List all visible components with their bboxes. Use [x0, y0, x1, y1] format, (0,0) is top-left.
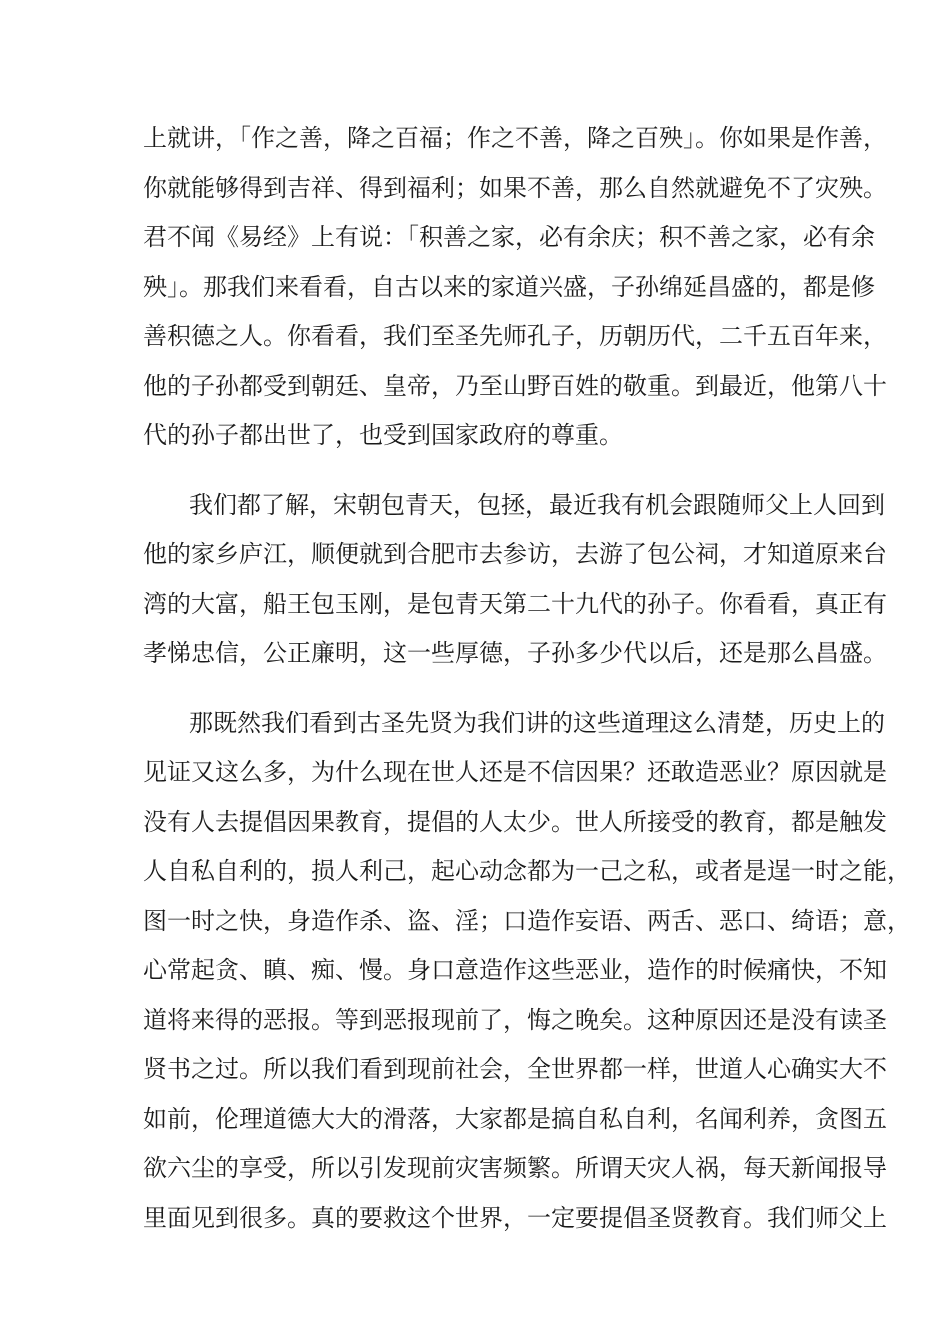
- paragraph-1: [143, 118, 887, 465]
- text-line: 欲六尘的享受，所以引发现前灾害频繁。所谓天灾人祸，每天新闻报导: [143, 1154, 887, 1182]
- text-line: 人自私自利的，损人利己，起心动念都为一己之私，或者是逞一时之能，: [143, 857, 911, 885]
- text-line: 心常起贪、瞋、痴、慢。身口意造作这些恶业，造作的时候痛快，不知: [143, 956, 887, 984]
- body-text: [143, 118, 911, 1247]
- text-line: 上就讲，「作之善，降之百福；作之不善，降之百殃」。你如果是作善，: [143, 124, 887, 152]
- text-line: 如前，伦理道德大大的滑落，大家都是搞自私自利，名闻利养，贪图五: [143, 1104, 887, 1133]
- text-line: 湾的大富，船王包玉刚，是包青天第二十九代的孙子。你看看，真正有: [143, 589, 887, 618]
- text-line: 我们都了解，宋朝包青天，包拯，最近我有机会跟随师父上人回到: [189, 490, 885, 519]
- text-line: 那既然我们看到古圣先贤为我们讲的这些道理这么清楚，历史上的: [189, 708, 885, 737]
- text-line: 里面见到很多。真的要救这个世界，一定要提倡圣贤教育。我们师父上: [143, 1203, 887, 1232]
- text-line: 他的家乡庐江，顺便就到合肥市去参访，去游了包公祠，才知道原来台: [143, 540, 887, 568]
- text-line: 没有人去提倡因果教育，提倡的人太少。世人所接受的教育，都是触发: [143, 807, 887, 836]
- text-line: 君不闻《易经》上有说：「积善之家，必有余庆；积不善之家，必有余: [143, 223, 875, 251]
- text-line: 代的孙子都出世了，也受到国家政府的尊重。: [143, 421, 623, 449]
- text-line: 你就能够得到吉祥、得到福利；如果不善，那么自然就避免不了灾殃。: [143, 173, 887, 202]
- text-line: 贤书之过。所以我们看到现前社会，全世界都一样，世道人心确实大不: [143, 1055, 887, 1083]
- paragraph-gap: [143, 683, 813, 703]
- text-line: 他的子孙都受到朝廷、皇帝，乃至山野百姓的敬重。到最近，他第八十: [143, 371, 887, 400]
- text-line: 道将来得的恶报。等到恶报现前了，悔之晚矣。这种原因还是没有读圣: [143, 1005, 887, 1034]
- paragraph-gap: [143, 465, 813, 485]
- text-line: 孝悌忠信，公正廉明，这一些厚德，子孙多少代以后，还是那么昌盛。: [143, 639, 887, 667]
- text-line: 图一时之快，身造作杀、盗、淫；口造作妄语、两舌、恶口、绮语；意，: [143, 906, 911, 935]
- paragraph-2: [143, 485, 887, 683]
- paragraph-3: [143, 703, 911, 1248]
- text-line: 殃」。那我们来看看，自古以来的家道兴盛，子孙绵延昌盛的，都是修: [143, 272, 875, 301]
- text-line: 善积德之人。你看看，我们至圣先师孔子，历朝历代，二千五百年来，: [143, 322, 887, 350]
- text-line: 见证又这么多，为什么现在世人还是不信因果？还敢造恶业？原因就是: [143, 758, 887, 786]
